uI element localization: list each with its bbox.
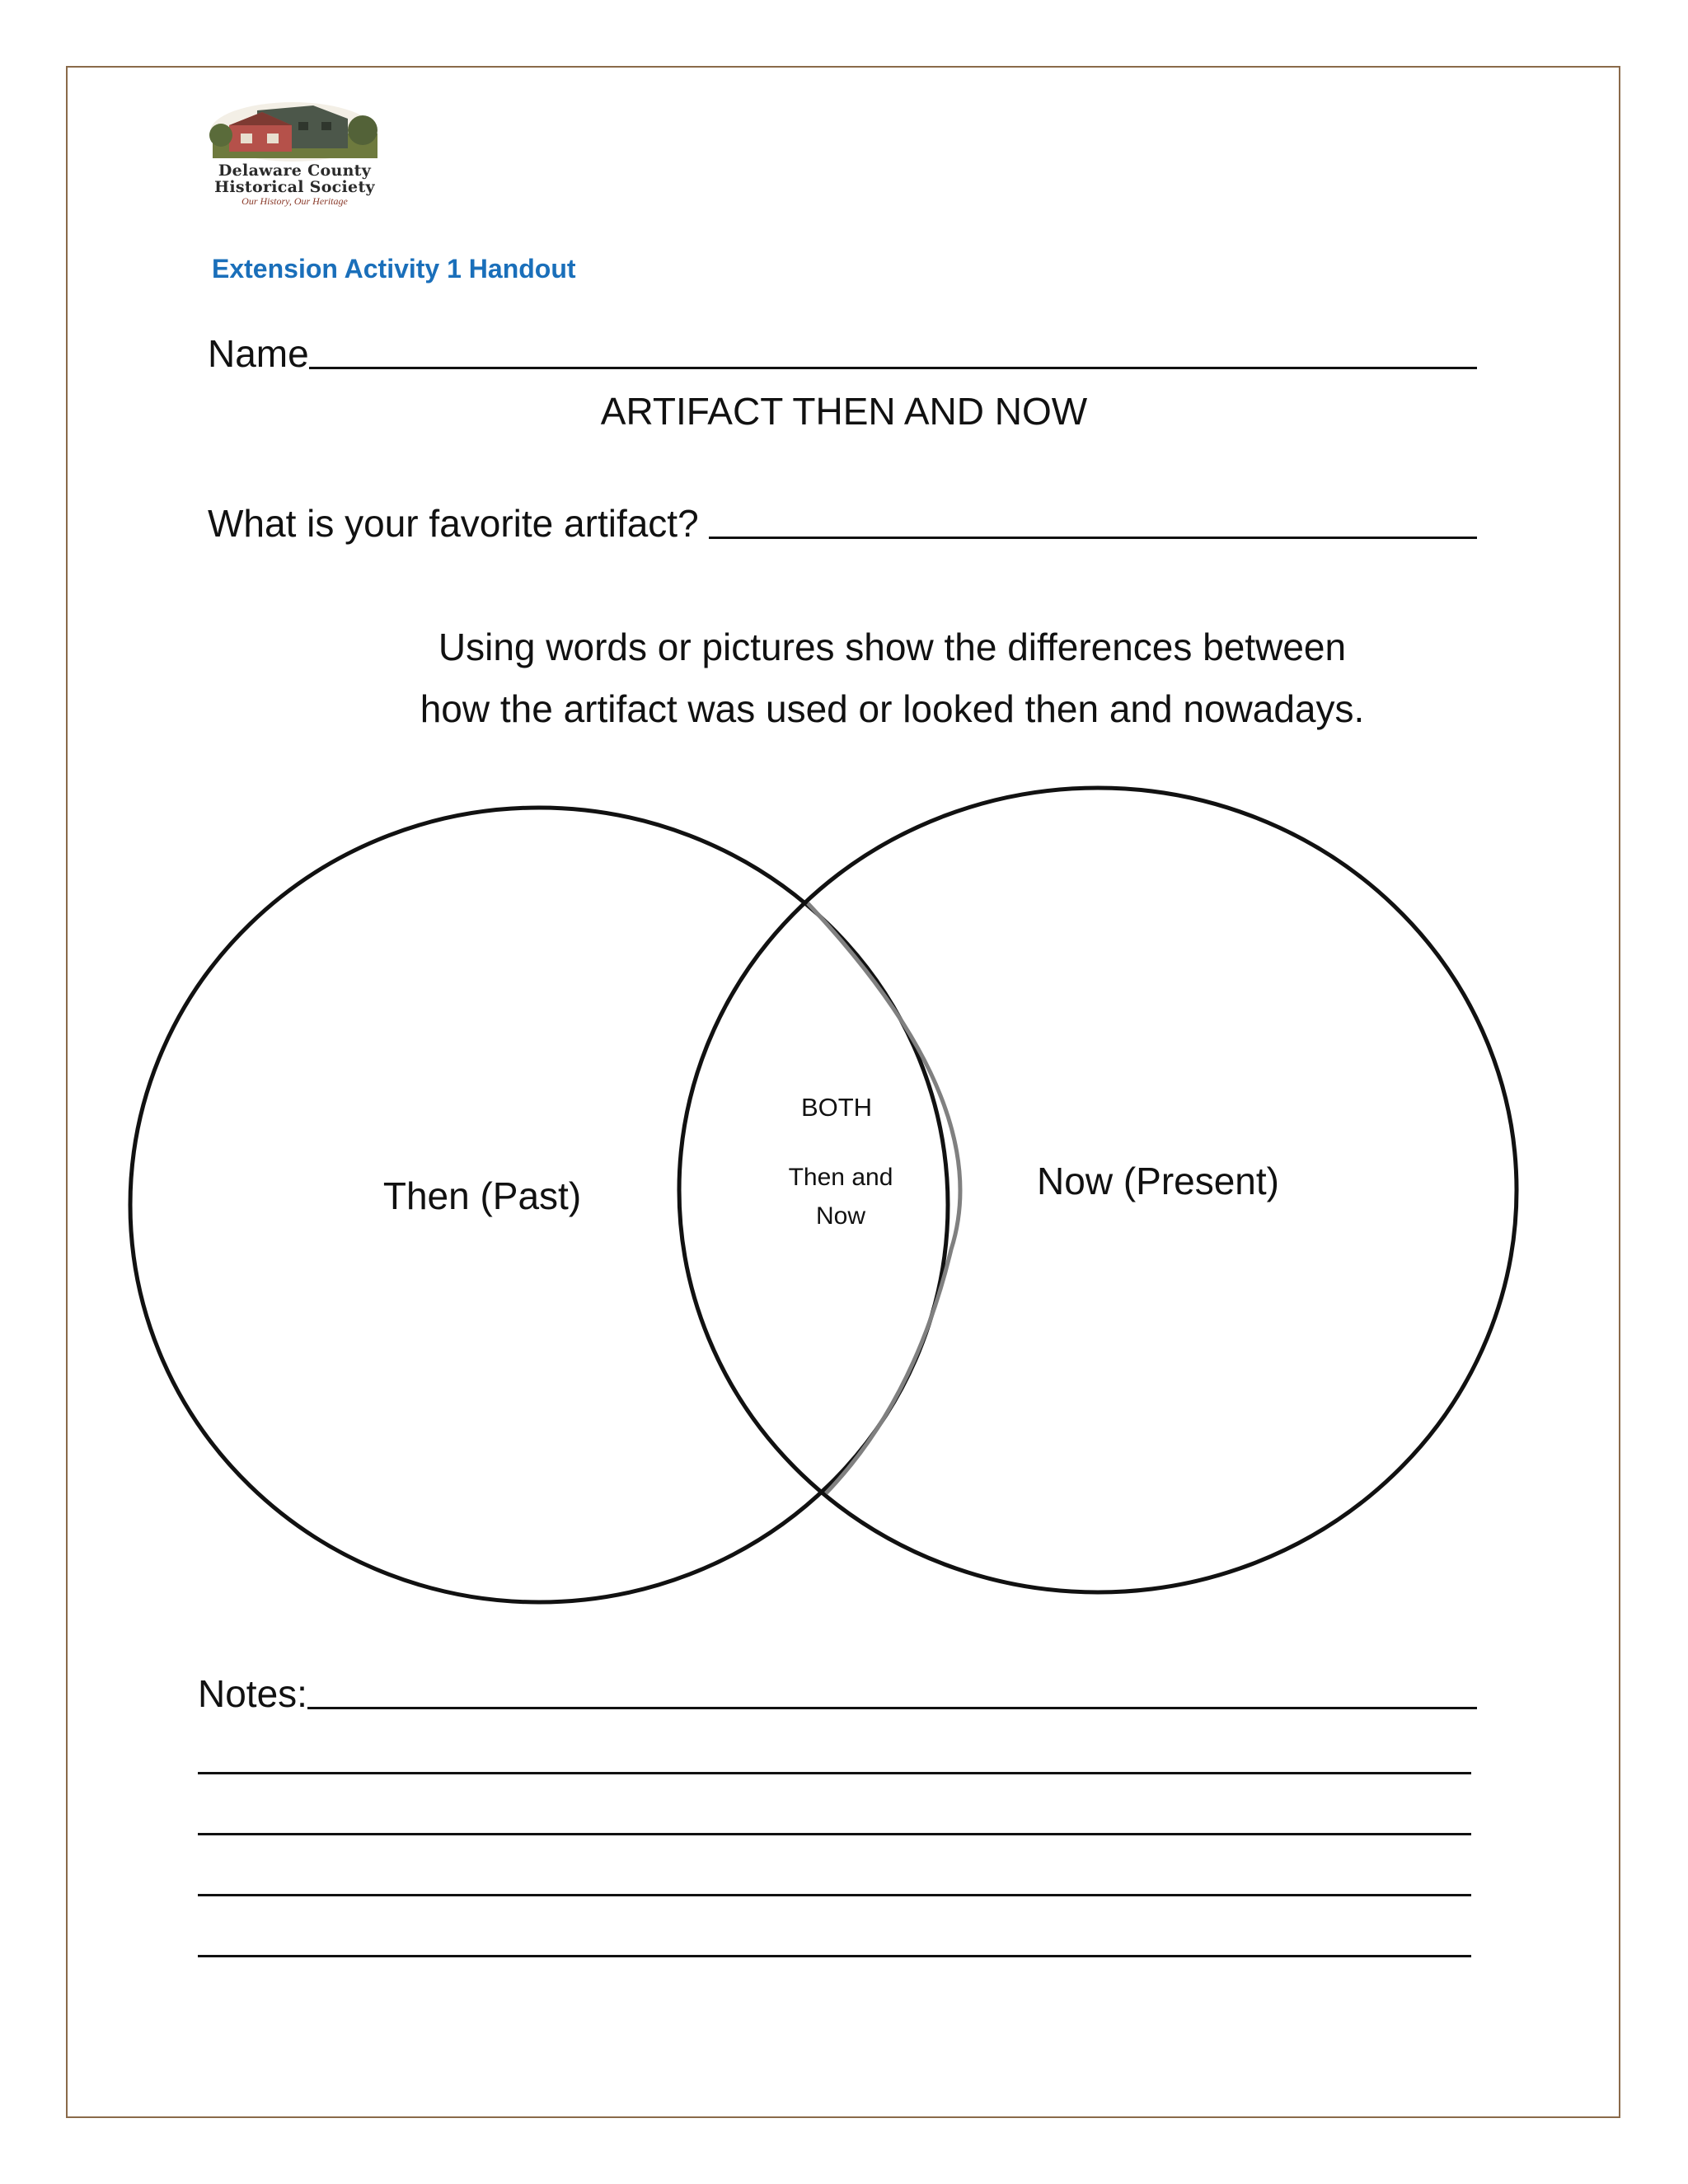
venn-label-both: BOTH <box>800 1093 873 1122</box>
logo-text-line1: Delaware County <box>218 162 372 180</box>
notes-blank-line-2[interactable] <box>198 1772 1471 1774</box>
page-title: ARTIFACT THEN AND NOW <box>600 390 1088 433</box>
notes-field[interactable] <box>198 1666 1477 1713</box>
venn-label-then: Then (Past) <box>382 1174 582 1217</box>
instructions-line-2: how the artifact was used or looked then and nowadays. <box>420 687 1365 730</box>
handout-subtitle: Extension Activity 1 Handout <box>212 254 576 284</box>
notes-blank-line-3[interactable] <box>198 1833 1471 1835</box>
logo-text-line2: Historical Society <box>214 178 375 196</box>
instructions-line-1: Using words or pictures show the differences between <box>438 626 1347 668</box>
notes-blank-line-4[interactable] <box>198 1894 1471 1896</box>
notes-label: Notes: <box>198 1672 307 1715</box>
logo-tagline: Our History, Our Heritage <box>241 195 348 207</box>
venn-label-then-and-now: Then and Now <box>788 1164 893 1230</box>
name-label: Name <box>208 332 309 375</box>
notes-blank-line-5[interactable] <box>198 1955 1471 1957</box>
favorite-artifact-label: What is your favorite artifact? <box>208 502 699 545</box>
notes-blank-line-1[interactable] <box>307 1707 1477 1709</box>
venn-label-now: Now (Present) <box>1037 1160 1279 1202</box>
